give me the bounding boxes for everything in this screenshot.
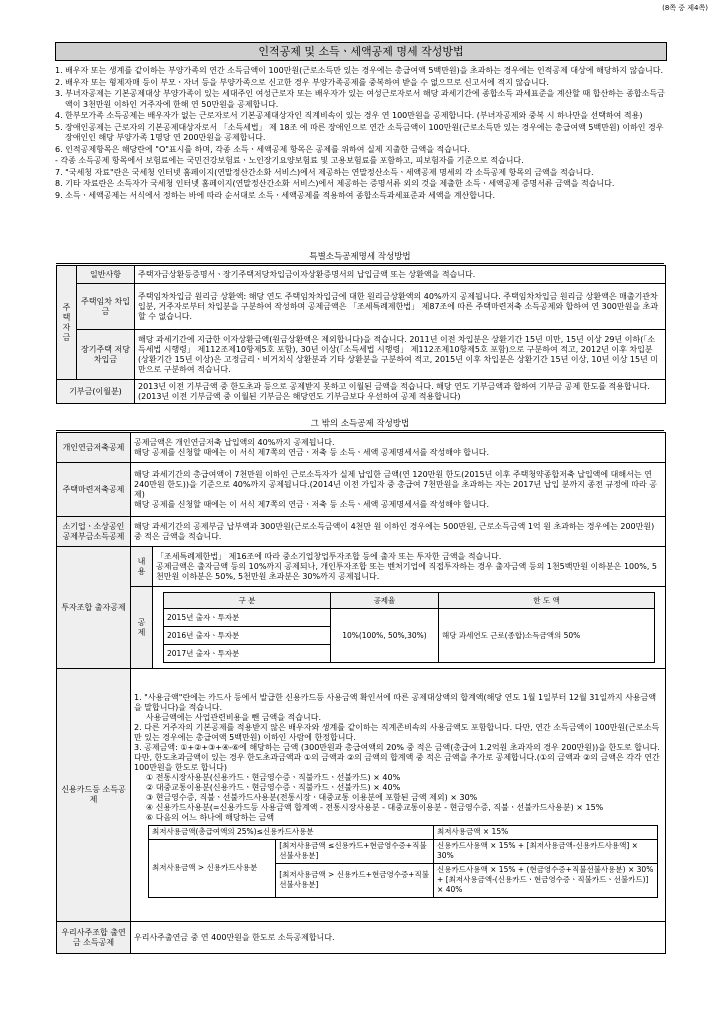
special-deduction-table	[56, 265, 666, 404]
investment-head-rate: 공제율	[330, 593, 438, 609]
investment-subtable-cell	[153, 587, 666, 669]
card-table-r2c1: [최저사용금액 ≤신용카드+현금영수증+직불선불사용분]	[276, 839, 434, 863]
special-section-title: 특별소득공제명세 작성방법	[56, 252, 664, 264]
investment-line: 「조세특례제한법」 제16조에 따라 중소기업창업투자조합 등에 출자 또는 투자한 금액을 적습니다.	[156, 551, 502, 561]
page-title: 인적공제 및 소득ㆍ세액공제 명세 작성방법	[55, 42, 667, 61]
card-table-r3c2: 신용카드사용액 × 15% + (현금영수증+직불선불사용분) × 30% + [최저사용금액-(신용카드ㆍ현금영수증ㆍ직불카드ㆍ선불카드)] × 40%	[434, 863, 658, 897]
donation-label: 기부금(이월분)	[57, 380, 135, 404]
card-min-table	[148, 825, 658, 898]
investment-content-label: 내용	[131, 547, 153, 587]
card-text	[131, 669, 666, 922]
other-section-title: 그 밖의 소득공제 작성방법	[56, 419, 664, 431]
donation-text: 2013년 이전 기부금액 중 한도초과 등으로 공제받지 못하고 이월된 금액을 적습니다. 해당 연도 기부금액과 합하여 기부금 공제 한도를 적용합니다. (2013년 이전 기부금액 중 이월된 기부금은 해당연도 기부금보다 우선하여 공제 적용합니다)	[135, 380, 666, 404]
card-table-min-label: 최저사용금액 > 신용카드사용분	[149, 839, 276, 897]
card-table-r2c2: 신용카드사용액 × 15% + [최저사용금액-신용카드사용액] × 30%	[434, 839, 658, 863]
housing-fund-label: 주택자금	[57, 266, 77, 380]
mortgage-label: 장기주택 저당차입금	[77, 330, 135, 380]
investment-line: 공제금액은 출자금액 등의 10%까지 공제되나, 개인투자조합 또는 벤처기업에 직접투자하는 경우 출자금액 등의 1천5백만원 이하분은 100%, 5천만원 이하분은 50%, 5천만원 초과분은 30%까지 공제됩니다.	[156, 561, 658, 581]
intro-item: 9. 소득ㆍ세액공제는 서식에서 정하는 바에 따라 순서대로 소득ㆍ세액공제를 적용하여 종합소득과세표준과 세액을 계산합니다.	[55, 190, 495, 200]
card-table-r3c1: [최저사용금액 > 신용카드+현금영수증+직불선불사용분]	[276, 863, 434, 897]
intro-item: 4. 한부모가족 소득공제는 배우자가 없는 근로자로서 기본공제대상자인 직계비속이 있는 경우 연 100만원을 공제합니다. (부녀자공제와 중복 시 하나만을 선택하여 적용)	[55, 111, 643, 120]
page-number: (8쪽 중 제4쪽)	[662, 4, 708, 12]
smb-text: 해당 과세기간의 공제부금 납부액과 300만원(근로소득금액이 4천만 원 이하인 경우에는 500만원, 근로소득금액 1억 원 초과하는 경우에는 200만원) 중 적은 금액을 적습니다.	[131, 517, 666, 547]
card-table-r1c2: 최저사용금액 × 15%	[434, 825, 658, 839]
investment-year-row: 2015년 출자ㆍ투자분	[164, 609, 331, 627]
investment-head-category: 구 분	[164, 593, 331, 609]
smb-label: 소기업ㆍ소상공인 공제부금소득공제	[57, 517, 131, 547]
card-table-r1c1: 최저사용금액(총급여액의 25%)≤신용카드사용분	[149, 825, 434, 839]
other-deduction-table	[56, 432, 666, 954]
housing-savings-line: 해당 공제를 신청할 때에는 이 서식 제7쪽의 연금ㆍ저축 등 소득ㆍ세액 공제명세서를 작성해야 합니다.	[134, 499, 489, 509]
card-line: 3. 공제금액: ①+②+③+④-⑥에 해당하는 금액 (300만원과 총급여액의 20% 중 적은 금액(총급여 1.2억원 초과자의 경우 200만원))을 한도로 합니다. 다만, 한도초과금액이 있는 경우 한도초과금액과 ①의 금액과 ②의 금액의 합계액 중 적은 금액을 추가로 공제합니다.(①의 금액과 ②의 금액은 각각 연간 100만원을 한도로 합니다)	[134, 742, 660, 772]
card-line: 2. 다른 거주자의 기본공제를 적용받지 않은 배우자와 생계를 같이하는 직계존비속의 사용금액도 포함합니다. 다만, 연간 소득금액이 100만원(근로소득만 있는 경우에는 총급여액 5백만원) 이하인 사람에 한정합니다.	[134, 722, 660, 742]
esop-label: 우리사주조합 출연금 소득공제	[57, 922, 131, 954]
investment-limit: 해당 과세연도 근로(종합)소득금액의 50%	[438, 609, 654, 663]
card-line: ④ 신용카드사용분(=신용카드등 사용금액 합계액 - 전통시장사용분 - 대중교통이용분 - 현금영수증, 직불ㆍ선불카드사용분) × 15%	[146, 802, 604, 812]
rent-loan-label: 주택임차 차입금	[77, 284, 135, 330]
intro-item: 2. 배우자 또는 형제자매 등이 부모ㆍ자녀 등을 부양가족으로 신고한 경우 부양가족공제를 중복하여 받을 수 없으므로 신고서에 적지 않습니다.	[55, 77, 549, 87]
pension-text	[131, 433, 666, 463]
general-text: 주택자금상환등증명서ㆍ장기주택저당차입금이자상환증명서의 납입금액 또는 상환액을 적습니다.	[135, 266, 666, 284]
card-line: 1. "사용금액"란에는 카드사 등에서 발급한 신용카드등 사용금액 확인서에 따른 공제대상액의 합계액(해당 연도 1월 1일부터 12월 31일까지 사용금액을 말합니다)을 적습니다.	[134, 692, 657, 712]
housing-savings-line: 해당 과세기간의 총급여액이 7천만원 이하인 근로소득자가 실제 납입한 금액(연 120만원 한도(2015년 이후 주택청약종합저축 납입액에 대해서는 연 240만원 한도))을 기준으로 40%까지 공제됩니다.(2014년 이전 가입자 중 총급여 7천만원을 초과하는 자는 2017년 납입 분까지 종전 규정에 따라 공제)	[134, 469, 657, 499]
investment-head-limit: 한 도 액	[438, 593, 654, 609]
intro-item: 6. 인적공제항목은 해당란에 "O"표시를 하며, 각종 소득ㆍ세액공제 항목은 공제를 위하여 실제 지출한 금액을 적습니다.	[55, 144, 470, 154]
card-line: ⑥ 다음의 어느 하나에 해당하는 금액	[146, 812, 275, 822]
card-line: ③ 현금영수증, 직불ㆍ선불카드사용분(전통시장ㆍ대중교통 이용분에 포함된 금액 제외) × 30%	[146, 792, 478, 802]
mortgage-text: 해당 과세기간에 지급한 이자상환금액(원금상환액은 제외합니다)을 적습니다. 2011년 이전 차입분은 상환기간 15년 미만, 15년 이상 29년 이하(「소득세법 시행령」 제112조제10항제5호 포함), 30년 이상(「소득세법 시행령」 제112조제10항제5호 포함)으로 구분하여 적고, 2012년 이후 차입분(상환기간 15년 이상)은 고정금리ㆍ비거치식 상환분과 기타 상환분을 구분하여 적고, 2015년 이후 차입분은 상환기간 15년 이상, 10년 이상 15년 미만으로 구분하여 적습니다.	[135, 330, 666, 380]
rent-loan-text: 주택임차차입금 원리금 상환액: 해당 연도 주택임차차입금에 대한 원리금상환액의 40%까지 공제됩니다. 주택임차차입금 원리금 상환액은 매출기관차입분, 거주자로부터 차입분을 구분하여 작성하며 공제금액은 「조세특례제한법」 제87조에 따른 주택마련저축 소득공제와 합하여 연 300만원을 초과할 수 없습니다.	[135, 284, 666, 330]
investment-subtable	[163, 592, 655, 663]
intro-item: 8. 기타 자료란은 소득자가 국세청 인터넷 홈페이지(연말정산간소화 서비스)에서 제공하는 증명서류 외의 것을 제출한 소득ㆍ세액공제 증명서류 금액을 적습니다.	[55, 179, 615, 188]
intro-item: 5. 장애인공제는 근로자의 기본공제대상자로서 「소득세법」 제 18조 에 따른 장애인으로 연간 소득금액이 100만원(근로소득만 있는 경우에는 총급여액 5백만원) 이하인 경우 장애인인 해당 부양가족 1명당 연 200만원을 공제합니다.	[55, 122, 664, 142]
intro-item: 7. "국세청 자료"란은 국세청 인터넷 홈페이지(연말정산간소화 서비스)에서 제공하는 연말정산소득ㆍ세액공제 명세의 각 소득공제 항목의 금액을 적습니다.	[55, 167, 594, 177]
housing-savings-label: 주택마련저축공제	[57, 463, 131, 517]
investment-deduct-label: 공제	[131, 587, 153, 669]
card-line: ① 전통시장사용분(신용카드ㆍ현금영수증ㆍ직불카드ㆍ선불카드) × 40%	[146, 772, 401, 782]
pension-label: 개인연금저축공제	[57, 433, 131, 463]
investment-rate: 10%(100%, 50%,30%)	[330, 609, 438, 663]
general-label: 일반사항	[77, 266, 135, 284]
intro-item: 1. 배우자 또는 생계를 같이하는 부양가족의 연간 소득금액이 100만원(근로소득만 있는 경우에는 총급여액 5백만원)을 초과하는 경우에는 인적공제 대상에 해당하지 않습니다.	[55, 66, 664, 75]
investment-year-row: 2017년 출자ㆍ투자분	[164, 645, 331, 663]
investment-year-row: 2016년 출자ㆍ투자분	[164, 627, 331, 645]
investment-label: 투자조합 출자공제	[57, 547, 131, 669]
esop-text: 우리사주출연금 중 연 400만원을 한도로 소득공제합니다.	[131, 922, 666, 954]
pension-line: 공제금액은 개인연금저축 납입액의 40%까지 공제됩니다.	[134, 437, 335, 447]
card-line: ② 대중교통이용분(신용카드ㆍ현금영수증ㆍ직불카드ㆍ선불카드) × 40%	[146, 782, 401, 792]
card-label: 신용카드등 소득공제	[57, 669, 131, 922]
intro-item: - 각종 소득공제 항목에서 보험료에는 국민건강보험료ㆍ노인장기요양보험료 및 고용보험료를 포함하고, 피보험자를 기준으로 적습니다.	[55, 156, 524, 165]
housing-savings-text	[131, 463, 666, 517]
card-line: 사용금액에는 사업관련비용을 뺀 금액을 적습니다.	[146, 712, 322, 722]
intro-list	[55, 66, 667, 202]
pension-line: 해당 공제를 신청할 때에는 이 서식 제7쪽의 연금ㆍ저축 등 소득ㆍ세액 공제명세서를 작성해야 합니다.	[134, 447, 489, 457]
investment-content-text	[153, 547, 666, 587]
intro-item: 3. 부녀자공제는 기본공제대상 부양가족이 있는 세대주인 여성근로자 또는 배우자가 있는 여성근로자로서 해당 과세기간에 종합소득 과세표준을 계산할 때 합산하는 종합소득금액이 3천만원 이하인 거주자에 한해 연 50만원을 공제합니다.	[55, 89, 665, 109]
